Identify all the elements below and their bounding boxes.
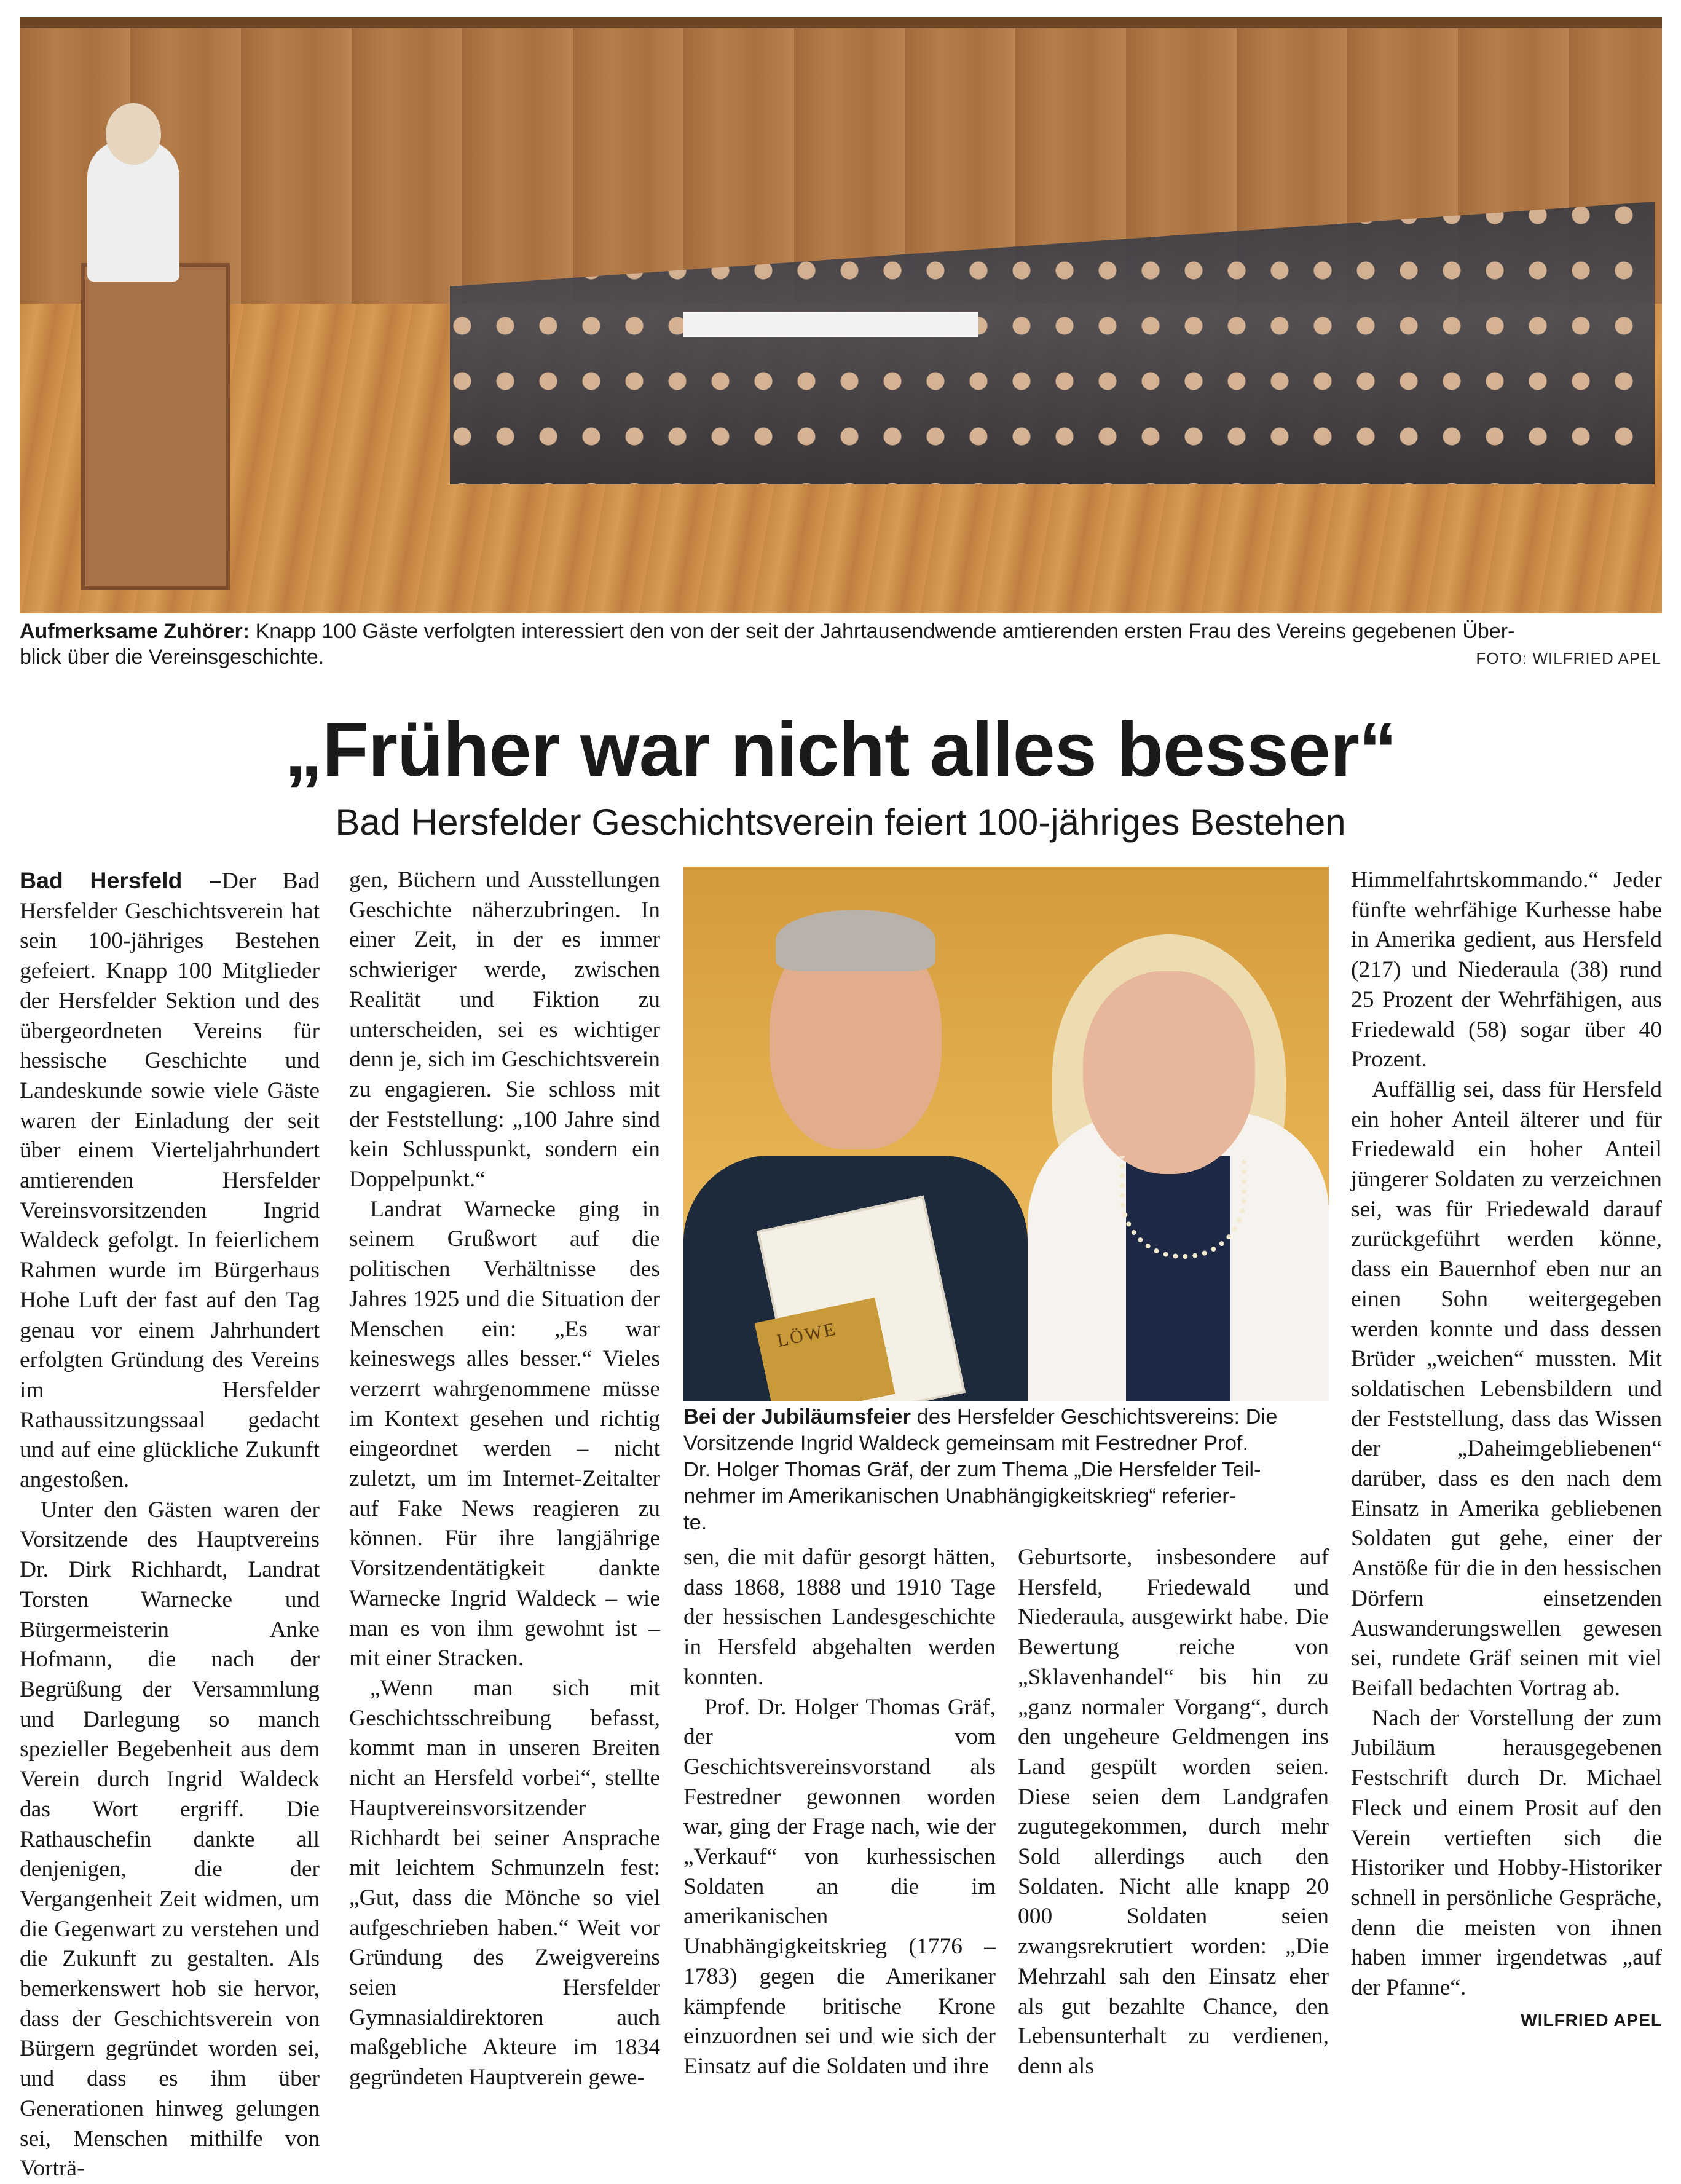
paragraph: Landrat Warnecke ging in seinem Grußwort auf die politischen Verhältnisse des Jahres 1925 und die Situation der Menschen ein: „Es war keineswegs alles besser.“ Vieles verzerrt wahrgenommene müsse im Kontext gesehen und richtig eingeordnet werden – nicht zuletzt, um im Internet-Zeitalter auf Fake News reagieren zu können. Für ihre langjährige Vorsitzendentätigkeit dankte Warnecke Ingrid Waldeck – wie man es von ihm gewohnt ist – mit einer Stracken. <box>349 1196 660 1671</box>
paragraph: gen, Büchern und Ausstellungen Geschichte näherzubringen. In einer Zeit, in der es immer schwieriger werde, zwischen Realität und Fiktion zu unterscheiden, sei es wichtiger denn je, sich im Geschichtsverein zu engagieren. Sie schloss mit der Feststellung: „100 Jahre sind kein Schlusspunkt, sondern ein Doppelpunkt.“ <box>349 867 660 1193</box>
man-hair <box>776 910 935 971</box>
article-column-3 <box>683 1543 996 2082</box>
caption-text: nehmer im Amerikanischen Unabhängigkeitskrieg“ referier- <box>683 1484 1237 1508</box>
paragraph: Nach der Vorstellung der zum Jubiläum herausgegebenen Festschrift durch Dr. Michael Fleck und einem Prosit auf den Verein vertieften sich die Historiker und Hobby-Historiker schnell in persönliche Gespräche, denn die meisten von ihnen haben immer irgendetwas „auf der Pfanne“. <box>1351 1705 1662 2001</box>
caption-text: Vorsitzende Ingrid Waldeck gemeinsam mit Festredner Prof. <box>683 1432 1249 1455</box>
portrait-photo-caption <box>683 1404 1329 1536</box>
caption-text: des Hersfelder Geschichtsvereins: Die <box>911 1405 1278 1429</box>
paragraph: Geburtsorte, insbesondere auf Hersfeld, Friedewald und Niederaula, ausgewirkt habe. Die Bewertung reiche von „Sklavenhandel“ bis hin zu „ganz normaler Vorgang“, durch den ungeheure Geldmengen ins Land gespült worden seien. Diese seien dem Landgrafen zugutegekommen, durch mehr Sold allerdings auch den Soldaten. Nicht alle knapp 20 000 Soldaten seien zwangsrekrutiert worden: „Die Mehrzahl sah den Einsatz eher als gut bezahlte Chance, den Lebensunterhalt zu verdienen, denn als <box>1018 1545 1329 2079</box>
paragraph: Prof. Dr. Holger Thomas Gräf, der vom Geschichtsvereinsvorstand als Festredner gewonnen worden war, ging der Frage nach, wie der „Verkauf“ von kurhessischen Soldaten an die im amerikanischen Unabhängigkeitskrieg (1776 – 1783) gegen die Amerikaner kämpfende britische Krone einzuordnen sei und wie sich der Einsatz auf die Soldaten und ihre <box>683 1694 996 2079</box>
article-column-4 <box>1018 1543 1329 2082</box>
woman-face <box>1083 971 1255 1174</box>
article-column-1 <box>20 865 320 2184</box>
paragraph: Himmelfahrtskommando.“ Jeder fünfte wehrfähige Kurhesse habe in Amerika gedient, aus Hersfeld (217) und Niederaula (38) rund 25 Prozent der Wehrfähigen, aus Friedewald (58) sogar über 40 Prozent. <box>1351 867 1662 1073</box>
projector-table <box>683 312 978 337</box>
photo-credit: FOTO: WILFRIED APEL <box>1476 649 1661 668</box>
caption-lead: Aufmerksame Zuhörer: <box>20 620 250 643</box>
top-photo-caption <box>20 618 1662 670</box>
caption-text: Dr. Holger Thomas Gräf, der zum Thema „Die Hersfelder Teil- <box>683 1458 1261 1481</box>
caption-text: te. <box>683 1511 707 1534</box>
dateline: Bad Hersfeld – <box>20 867 222 893</box>
paragraph: „Wenn man sich mit Geschichtsschreibung befasst, kommt man in unseren Breiten nicht an Hersfeld vorbei“, stellte Hauptvereinsvorsitzender Richhardt bei seiner Ansprache mit leichtem Schmunzeln fest: „Gut, dass die Mönche so viel aufgeschrieben haben.“ Weit vor Gründung des Zweigvereins seien Hersfelder Gymnasialdirektoren auch maßgebliche Akteure im 1834 gegründeten Hauptverein gewe- <box>349 1675 660 2091</box>
paragraph: Auffällig sei, dass für Hersfeld ein hoher Anteil älterer und für Friedewald ein hoher Anteil jüngerer Soldaten zu verzeichnen sei, was für Friedewald darauf zurückgeführt werden könne, dass ein Bauernhof eben nur an einen Sohn weitergegeben werden konnte und dass dessen Brüder „weichen“ mussten. Mit soldatischen Lebensbildern und der Feststellung, dass das Wissen der „Daheimgebliebenen“ darüber, dass es den nach dem Einsatz in Amerika gebliebenen Soldaten gut gehe, einer der Anstöße für die in den hessischen Dörfern einsetzenden Auswanderungswellen gewesen sei, rundete Gräf seinen mit viel Beifall bedachten Vortrag ab. <box>1351 1076 1662 1701</box>
caption-lead: Bei der Jubiläumsfeier <box>683 1405 911 1429</box>
caption-text-line2: blick über die Vereinsgeschichte. <box>20 645 325 669</box>
top-photo <box>20 17 1662 613</box>
article-column-2 <box>349 865 660 2093</box>
paragraph <box>20 865 320 1496</box>
lectern <box>81 263 230 590</box>
paragraph: sen, die mit dafür gesorgt hätten, dass 1868, 1888 und 1910 Tage der hessischen Landesgeschichte in Hersfeld abgehalten werden konnten. <box>683 1545 996 1690</box>
caption-text-line1: Knapp 100 Gäste verfolgten interessiert den von der seit der Jahrtausendwende amtierenden ersten Frau des Vereins gegebenen Über- <box>255 620 1515 643</box>
subheadline: Bad Hersfelder Geschichtsverein feiert 100-jähriges Bestehen <box>335 802 1346 843</box>
author-byline: WILFRIED APEL <box>1521 2010 1662 2030</box>
ceiling-edge <box>20 17 1662 28</box>
paragraph: Unter den Gästen waren der Vorsitzende des Hauptvereins Dr. Dirk Richhardt, Landrat Torsten Warnecke und Bürgermeisterin Anke Hofmann, die nach der Begrüßung der Versammlung und Darlegung so manch spezieller Begebenheit aus dem Verein durch Ingrid Waldeck das Wort ergriff. Die Rathauschefin dankte all denjenigen, die der Vergangenheit Zeit widmen, um die Gegenwart zu verstehen und die Zukunft zu gestalten. Als bemerkenswert hob sie hervor, dass der Geschichtsverein von Bürgern gegründet worden sei, und dass es ihm über Generationen hinweg gelungen sei, Menschen mithilfe von Vorträ- <box>20 1497 320 2182</box>
paragraph-text: Der Bad Hersfelder Geschichtsverein hat sein 100-jähriges Bestehen gefeiert. Knapp 100 Mitglieder der Hersfelder Sektion und des übergeordneten Vereins für hessische Geschichte und Landeskunde sowie viele Gäste waren der Einladung der seit über einem Vierteljahrhundert amtierenden Hersfelder Vereinsvorsitzenden Ingrid Waldeck gefolgt. In feierlichem Rahmen wurde im Bürgerhaus Hohe Luft der fast auf den Tag genau vor einem Jahrhundert erfolgten Gründung des Vereins im Hersfelder Rathaussitzungssaal gedacht und auf eine glückliche Zukunft angestoßen. <box>20 869 320 1493</box>
headline: „Früher war nicht alles besser“ <box>284 708 1397 792</box>
book-title: LÖWE <box>775 1319 839 1352</box>
speaker-head <box>106 103 161 165</box>
portrait-photo <box>683 867 1329 1401</box>
article-column-5 <box>1351 865 1662 2035</box>
